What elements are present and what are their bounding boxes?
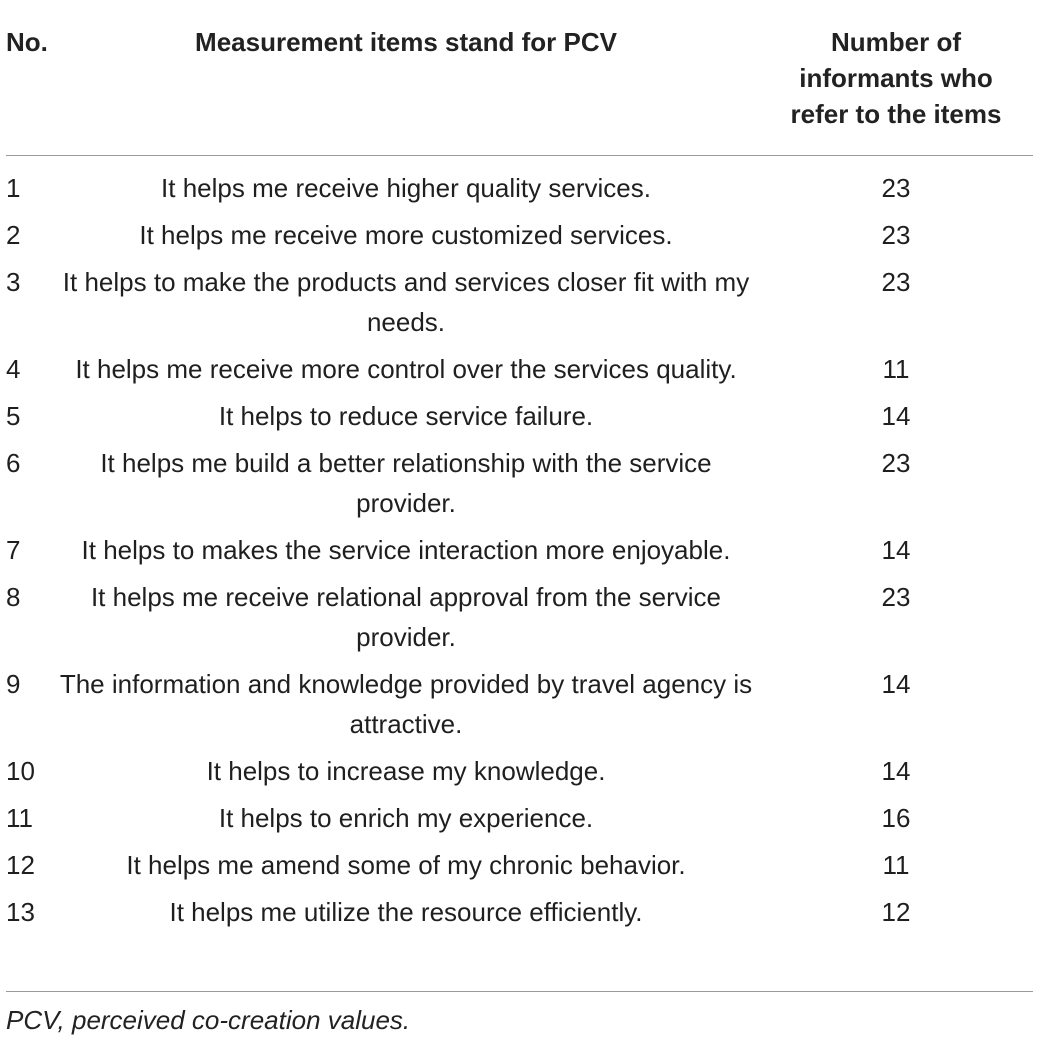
- row-count: 12: [881, 897, 911, 927]
- header-no: No.: [6, 27, 48, 57]
- header-number-of-informants: [760, 24, 1032, 132]
- table-body: [0, 168, 1039, 939]
- row-number: 7: [6, 535, 21, 565]
- table-row: [0, 168, 1039, 215]
- table-row: [0, 845, 1039, 892]
- row-number: 9: [6, 669, 21, 699]
- row-number: 4: [6, 354, 21, 384]
- table-row: [0, 577, 1039, 664]
- row-count: 23: [881, 267, 911, 297]
- table-row: [0, 215, 1039, 262]
- header-count-line-1: Number of: [831, 27, 961, 57]
- row-item: The information and knowledge provided by travel agency is attractive.: [59, 669, 753, 739]
- table-bottom-divider: [6, 991, 1033, 992]
- row-count: 14: [881, 535, 911, 565]
- row-item: It helps me build a better relationship with the service provider.: [100, 448, 712, 518]
- row-item: It helps to reduce service failure.: [218, 401, 594, 431]
- row-number: 10: [6, 756, 35, 786]
- row-count: 14: [881, 669, 911, 699]
- row-count: 23: [881, 220, 911, 250]
- row-number: 6: [6, 448, 21, 478]
- table-row: [0, 892, 1039, 939]
- table-header: [0, 0, 1039, 146]
- header-divider: [6, 155, 1033, 156]
- header-count-line-2: informants who: [799, 63, 993, 93]
- row-item: It helps me receive higher quality services.: [161, 173, 651, 203]
- row-number: 13: [6, 897, 35, 927]
- row-item: It helps me amend some of my chronic behavior.: [126, 850, 686, 880]
- row-count: 23: [881, 448, 911, 478]
- row-count: 11: [882, 354, 910, 384]
- row-count: 23: [881, 582, 911, 612]
- row-number: 5: [6, 401, 21, 431]
- row-item: It helps to enrich my experience.: [218, 803, 594, 833]
- table-row: [0, 530, 1039, 577]
- row-count: 14: [881, 756, 911, 786]
- header-count-line-3: refer to the items: [790, 99, 1002, 129]
- row-item: It helps to makes the service interaction more enjoyable.: [81, 535, 731, 565]
- row-number: 3: [6, 267, 21, 297]
- table-footnote: PCV, perceived co-creation values.: [6, 1005, 411, 1035]
- row-item: It helps to make the products and services closer fit with my needs.: [62, 267, 750, 337]
- row-number: 11: [6, 803, 33, 833]
- row-number: 2: [6, 220, 21, 250]
- row-item: It helps me utilize the resource efficiently.: [169, 897, 643, 927]
- row-item: It helps me receive more control over the services quality.: [75, 354, 737, 384]
- table-row: [0, 349, 1039, 396]
- table-row: [0, 396, 1039, 443]
- row-number: 8: [6, 582, 21, 612]
- row-item: It helps me receive more customized services.: [139, 220, 673, 250]
- table-row: [0, 751, 1039, 798]
- table-row: [0, 262, 1039, 349]
- row-number: 1: [6, 173, 21, 203]
- row-count: 11: [882, 850, 910, 880]
- row-count: 23: [881, 173, 911, 203]
- row-item: It helps me receive relational approval from the service provider.: [90, 582, 722, 652]
- row-number: 12: [6, 850, 35, 880]
- table-row: [0, 798, 1039, 845]
- row-count: 16: [881, 803, 911, 833]
- header-measurement-items: Measurement items stand for PCV: [195, 27, 617, 57]
- table-row: [0, 443, 1039, 530]
- table-row: [0, 664, 1039, 751]
- row-count: 14: [881, 401, 911, 431]
- row-item: It helps to increase my knowledge.: [206, 756, 606, 786]
